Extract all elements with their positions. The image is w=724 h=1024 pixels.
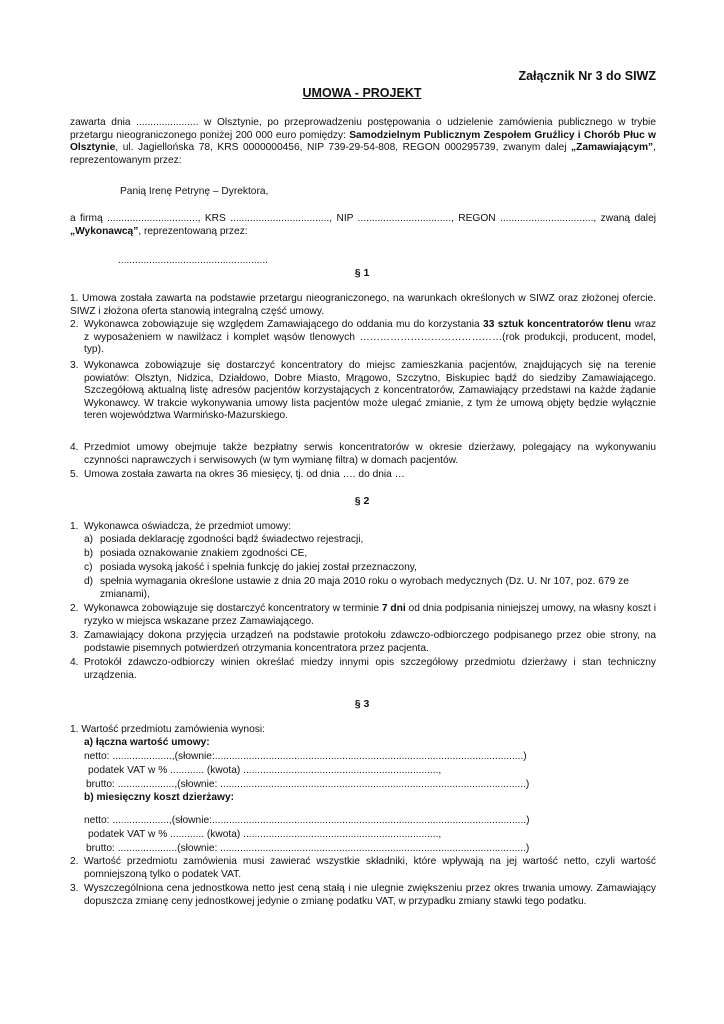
sub-letter: d) — [84, 576, 94, 587]
contractor-paragraph — [70, 213, 656, 238]
sub-letter: c) — [84, 562, 93, 573]
s2-sub-c-text: posiada wysoką jakość i spełnia funkcję do jakiej został przeznaczony, — [100, 562, 417, 573]
representative: Panią Irenę Petrynę – Dyrektora, — [120, 186, 269, 197]
employer-alias: „Zamawiającym” — [571, 142, 654, 154]
s2-item-4 — [70, 657, 656, 682]
sub-letter: a) — [84, 534, 94, 545]
contractor-text-1: a firmą ................................, KRS ..................................., NIP ................................., REGON ................................., zwaną dalej — [70, 213, 656, 224]
s1-item-2-bold: 33 sztuk koncentratorów tlenu — [483, 319, 632, 330]
s2-sub-b — [84, 548, 656, 561]
s3-item-3 — [70, 883, 656, 908]
s1-item-4-text: Przedmiot umowy obejmuje także bezpłatny serwis koncentratorów w okresie dzierżawy, polegający na wykonywaniu czynności naprawczych i serwisowych (w tym wymianę filtra) w domach pacjentów. — [84, 442, 656, 466]
intro-text-3: , reprezentowanym przez: — [70, 142, 656, 166]
item-number: 5. — [70, 469, 79, 480]
intro-text-1: zawarta dnia ...................... w Olsztynie, po przeprowadzeniu postępowania o udzielenie zamówienia publicznego w trybie przetargu nieograniczonego poniżej 200 000 euro pomiędzy: — [70, 117, 656, 141]
contractor-text-2: , reprezentowaną przez: — [138, 225, 248, 237]
item-number: 1. — [70, 521, 79, 532]
item-number: 3. — [70, 630, 79, 641]
item-number: 2. — [70, 856, 79, 867]
s2-item-3-text: Zamawiający dokona przyjęcia urządzeń na podstawie protokołu zdawczo-odbiorczego podpisanego przez obie strony, na podstawie pisemnych potwierdzeń otrzymania koncentratora przez pacjenta. — [84, 630, 656, 654]
s1-item-4 — [70, 442, 656, 467]
employer-name: Samodzielnym Publicznym Zespołem Gruźlicy i Chorób Płuc w Olsztynie — [70, 129, 656, 154]
document-title: UMOWA - PROJEKT — [302, 86, 422, 100]
s2-sub-c — [84, 562, 656, 575]
sub-letter: b) — [84, 548, 94, 559]
s2-sub-a-text: posiada deklarację zgodności bądź świadectwo rejestracji, — [100, 534, 364, 545]
s1-item-2-text-end: wraz z wyposażeniem w nawilżacz i komplet wąsów tlenowych ……………………………………(rok produkcji, producent, model, typ). — [84, 319, 656, 356]
s1-item-5-text: Umowa została zawarta na okres 36 miesięcy, tj. od dnia …. do dnia … — [84, 469, 405, 480]
s3-item-3-text: Wyszczególniona cena jednostkowa netto jest ceną stałą i nie ulegnie zwiększeniu przez okres trwania umowy. Zamawiający dopuszcza zmianę ceny jednostkowej jedynie o zmianę podatku VAT, w przypadku zmiany stawki tego podatku. — [84, 883, 656, 907]
intro-paragraph — [70, 117, 656, 167]
s3-total-netto: netto: .....................,(słownie:.............................................................................................................) — [84, 751, 527, 762]
s2-item-2 — [70, 603, 656, 628]
item-number: 4. — [70, 657, 79, 668]
s2-item-2-bold: 7 dni — [381, 603, 406, 614]
item-number: 4. — [70, 442, 79, 453]
s3-item-2-text: Wartość przedmiotu zamówienia musi zawierać wszystkie składniki, które wpływają na jej wartość netto, czyli wartość pomniejszoną tylko o podatek VAT. — [84, 856, 656, 880]
s3-total-brutto: brutto: ....................,(słownie: ............................................................................................................) — [86, 779, 530, 790]
s2-item-4-text: Protokół zdawczo-odbiorczy winien określać miedzy innymi opis szczegółowy przedmiotu dzierżawy i stan techniczny urządzenia. — [84, 657, 656, 681]
s1-item-1: 1. Umowa została zawarta na podstawie przetargu nieograniczonego, na warunkach określonych w SIWZ oraz złożonej ofercie. SIWZ i złożona oferta stanowią integralną część umowy. — [70, 293, 656, 317]
intro-text-2: , ul. Jagiellońska 78, KRS 0000000456, NIP 739-29-54-808, REGON 000295739, zwanym dalej — [115, 142, 572, 154]
item-number: 3. — [70, 883, 79, 894]
s2-item-1 — [70, 521, 656, 534]
signature-dots: ..................................................... — [118, 255, 269, 266]
s2-item-3 — [70, 630, 656, 655]
s2-item-1-text: Wykonawca oświadcza, że przedmiot umowy: — [84, 521, 292, 532]
s1-item-3 — [70, 360, 656, 423]
section-3-heading: § 3 — [354, 698, 370, 710]
section-1-heading: § 1 — [354, 267, 370, 279]
s2-sub-d — [84, 576, 656, 601]
s1-item-5 — [70, 469, 656, 482]
s3-monthly-netto: netto: ....................,(słownie:...............................................................................................................) — [84, 815, 530, 826]
attachment-label: Załącznik Nr 3 do SIWZ — [518, 69, 656, 83]
s1-item-2-text: Wykonawca zobowiązuje się względem Zamawiającego do oddania mu do korzystania — [84, 319, 484, 330]
s2-item-2-text-end: od dnia podpisania niniejszej umowy, na własny koszt i ryzyko w miejsca wskazane przez Zamawiającego. — [84, 603, 656, 627]
s3-item-1: 1. Wartość przedmiotu zamówienia wynosi: — [70, 724, 265, 735]
s2-sub-b-text: posiada oznakowanie znakiem zgodności CE, — [100, 548, 308, 559]
s3-monthly-vat: podatek VAT w % ............ (kwota) ....................................................................., — [88, 829, 442, 840]
s2-item-2-text: Wykonawca zobowiązuje się dostarczyć koncentratory w terminie — [84, 603, 382, 614]
s3-monthly-brutto: brutto: .....................(słownie: ............................................................................................................) — [86, 843, 530, 854]
s3-item-2 — [70, 856, 656, 881]
s1-item-2 — [70, 319, 656, 357]
s3-monthly-heading: b) miesięczny koszt dzierżawy: — [84, 792, 235, 803]
item-number: 3. — [70, 360, 79, 371]
contractor-alias: „Wykonawcą” — [70, 225, 139, 237]
s2-sub-a — [84, 534, 656, 547]
s1-item-3-text: Wykonawca zobowiązuje się dostarczyć koncentratory do miejsc zamieszkania pacjentów, znajdujących się na terenie powiatów: Olsztyn, Nidzica, Działdowo, Dobre Miasto, Mrągowo, Szczytno, Biskupiec bądź do siedziby Zamawiającego. Szczegółową aktualną listę adresów pacjentów korzystających z koncentratorów, Zamawiający przedstawi na każde żądanie Wykonawcy. W trakcie wykonywania umowy lista pacjentów może ulegać zmianie, z tym że umową objęty będzie wyłącznie teren województwa Warmińsko-Mazurskiego. — [84, 360, 656, 422]
item-number: 2. — [70, 319, 79, 330]
s3-total-vat: podatek VAT w % ............ (kwota) ....................................................................., — [88, 765, 442, 776]
s2-sub-d-text: spełnia wymagania określone ustawie z dnia 20 maja 2010 roku o wyrobach medycznych (Dz. U. Nr 107, poz. 679 ze zmianami), — [100, 576, 629, 600]
item-number: 2. — [70, 603, 79, 614]
section-2-heading: § 2 — [354, 495, 370, 507]
s3-total-heading: a) łączna wartość umowy: — [84, 737, 210, 748]
